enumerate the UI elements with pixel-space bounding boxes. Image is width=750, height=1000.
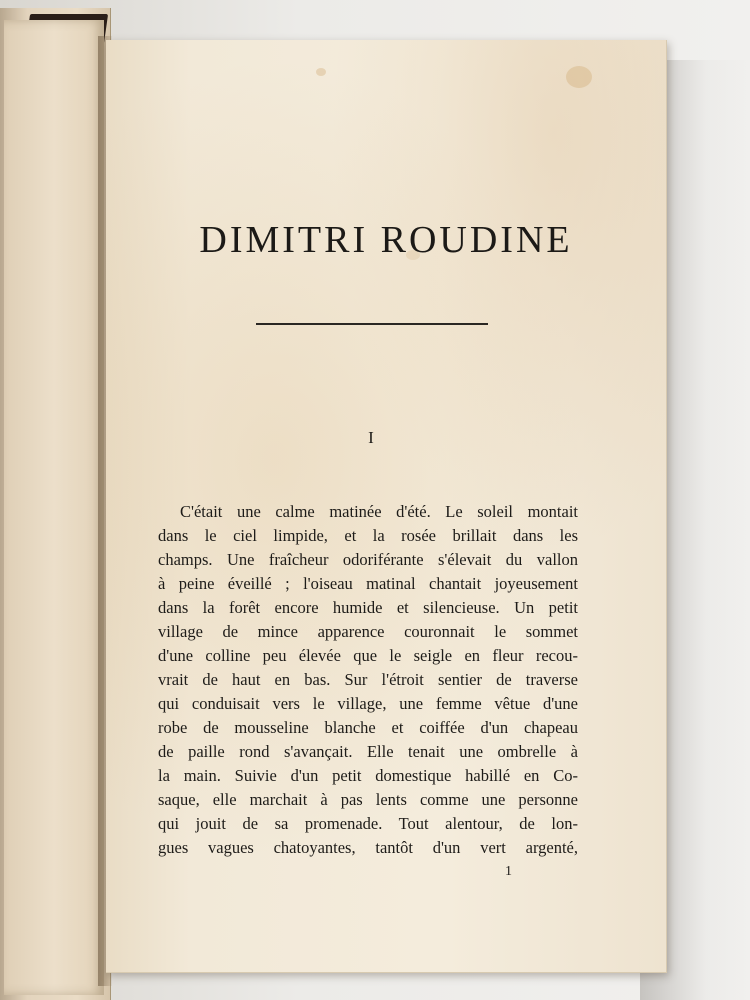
left-page-edge (4, 20, 104, 995)
text-line: dans le ciel limpide, et la rosée brillait dans les (158, 526, 578, 545)
text-line: qui jouit de sa promenade. Tout alentour, de lon- (158, 814, 578, 833)
text-line: dans la forêt encore humide et silencieuse. Un petit (158, 598, 578, 617)
text-line: la main. Suivie d'un petit domestique habillé en Co- (158, 766, 578, 785)
text-line: d'une colline peu élevée que le seigle en fleur recou- (158, 646, 578, 665)
chapter-number: I (368, 428, 374, 447)
body-text (158, 500, 578, 860)
text-line: robe de mousseline blanche et coiffée d'un chapeau (158, 718, 578, 737)
book-page (106, 40, 667, 973)
page-number: 1 (505, 864, 512, 879)
text-line: village de mince apparence couronnait le sommet (158, 622, 578, 641)
foxing-stain (566, 66, 592, 88)
text-line: à peine éveillé ; l'oiseau matinal chantait joyeusement (158, 574, 578, 593)
text-line: gues vagues chatoyantes, tantôt d'un vert argenté, (158, 838, 578, 857)
title-rule (256, 323, 488, 325)
text-line: de paille rond s'avançait. Elle tenait une ombrelle à (158, 742, 578, 761)
text-line: saque, elle marchait à pas lents comme une personne (158, 790, 578, 809)
text-line: C'était une calme matinée d'été. Le soleil montait (180, 502, 578, 521)
text-line: vrait de haut en bas. Sur l'étroit sentier de traverse (158, 670, 578, 689)
text-line: qui conduisait vers le village, une femme vêtue d'une (158, 694, 578, 713)
text-line: champs. Une fraîcheur odoriférante s'élevait du vallon (158, 550, 578, 569)
book-title: DIMITRI ROUDINE (199, 219, 573, 261)
foxing-stain (316, 68, 326, 76)
